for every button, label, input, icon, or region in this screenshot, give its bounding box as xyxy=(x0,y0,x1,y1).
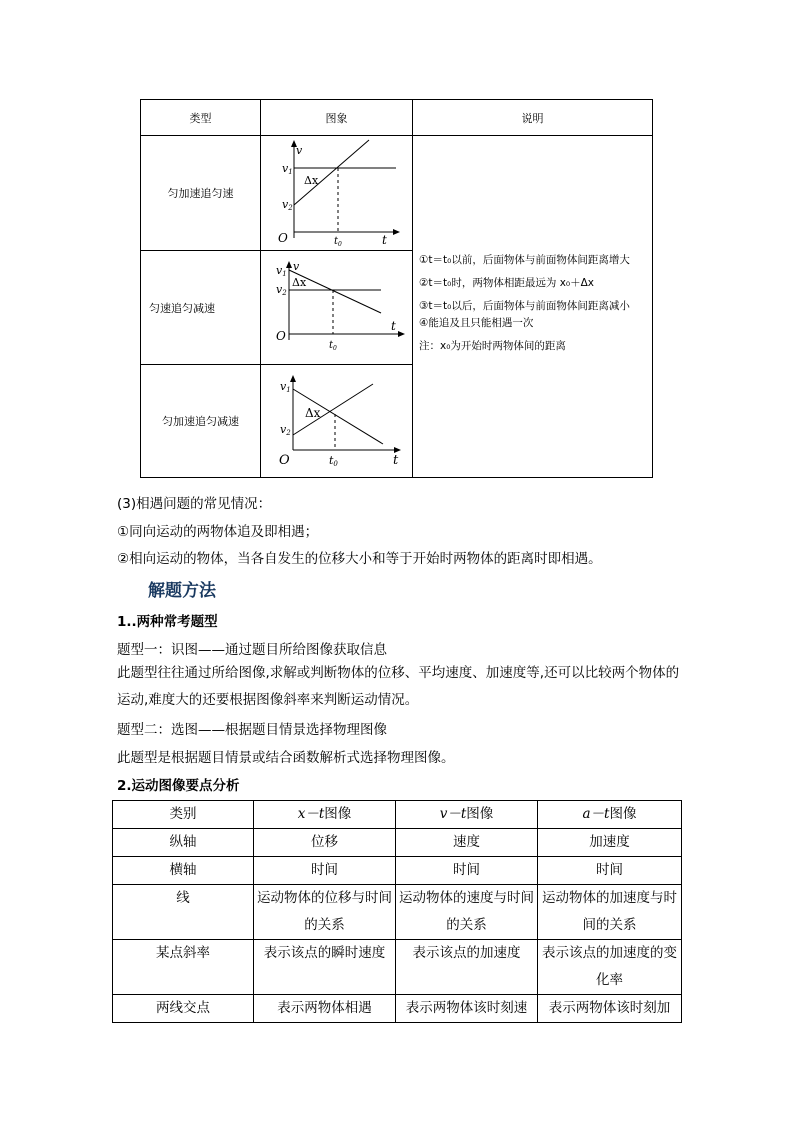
table-header-row xyxy=(141,100,653,136)
v2-label: v2 xyxy=(275,283,287,297)
axis-v-label: v xyxy=(295,143,302,157)
axis-t-label: t xyxy=(381,232,387,246)
table-cell: 纵轴 xyxy=(113,829,254,857)
table-cell: 表示该点的瞬时速度 xyxy=(254,940,396,995)
t0-label: t0 xyxy=(328,453,338,468)
table-cell: 速度 xyxy=(396,829,538,857)
table-row xyxy=(113,829,682,857)
vt-graph-uniform-vs-decel xyxy=(267,258,407,354)
table-cell: 表示该点的加速度 xyxy=(396,940,538,995)
origin-label: O xyxy=(278,452,290,468)
table-header-row xyxy=(113,801,682,829)
note-3: ③t＝t₀以后，后面物体与前面物体间距离减小 xyxy=(419,300,630,312)
table-cell: 两线交点 xyxy=(113,995,254,1023)
table-cell: 某点斜率 xyxy=(113,940,254,995)
t0-label: $t_0$ xyxy=(328,340,337,352)
v2-label: v2 xyxy=(281,197,293,212)
table-row xyxy=(141,136,653,251)
table-cell: 时间 xyxy=(396,857,538,885)
table-cell: 表示两物体相遇 xyxy=(254,995,396,1023)
meeting-item-2: ②相向运动的物体，当各自发生的位移大小和等于开始时两物体的距离时即相遇。 xyxy=(117,551,602,567)
header-graph: 图象 xyxy=(261,100,413,136)
type1-label: 题型一：识图——通过题目所给图像获取信息 xyxy=(117,642,387,658)
origin-label: O xyxy=(277,230,288,245)
header-xt: x－t图像 xyxy=(254,801,396,829)
method-sub-1: 1..两种常考题型 xyxy=(117,614,218,630)
delta-x-label: Δx xyxy=(291,276,306,289)
meeting-heading: (3)相遇问题的常见情况： xyxy=(117,496,272,512)
table-cell: 横轴 xyxy=(113,857,254,885)
chase-types-table xyxy=(140,99,653,478)
graph-cell xyxy=(261,365,413,478)
v1-label: v1 xyxy=(281,161,293,176)
table-cell: 运动物体的加速度与时间的关系 xyxy=(538,885,682,940)
type-accel-chase-decel: 匀加速追匀减速 xyxy=(141,365,261,478)
table-row xyxy=(113,885,682,940)
axis-t-label: t xyxy=(392,452,398,468)
table-cell: 时间 xyxy=(538,857,682,885)
type2-desc: 此题型是根据题目情景或结合函数解析式选择物理图像。 xyxy=(117,750,455,766)
axis-t-label: t xyxy=(390,319,396,333)
note-remark: 注：x₀为开始时两物体间的距离 xyxy=(419,340,566,352)
note-4: ④能追及且只能相遇一次 xyxy=(419,317,534,329)
type-accel-chase-uniform: 匀加速追匀速 xyxy=(141,136,261,251)
table-cell: 表示该点的加速度的变化率 xyxy=(538,940,682,995)
table-cell: 表示两物体该时刻速 xyxy=(396,995,538,1023)
motion-graph-table xyxy=(112,800,682,1023)
v1-label: v1 xyxy=(275,264,287,278)
header-type: 类型 xyxy=(141,100,261,136)
table-row xyxy=(113,940,682,995)
vt-graph-accel-vs-uniform xyxy=(272,138,402,246)
meeting-item-1: ①同向运动的两物体追及即相遇； xyxy=(117,524,319,540)
axis-v-label: v xyxy=(292,260,299,273)
vt-graph-accel-vs-decel xyxy=(267,372,407,468)
note-2: ②t＝t₀时，两物体相距最远为 x₀＋Δx xyxy=(419,277,595,289)
note-1: ①t＝t₀以前，后面物体与前面物体间距离增大 xyxy=(419,254,630,266)
type2-label: 题型二：选图——根据题目情景选择物理图像 xyxy=(117,722,387,738)
table-cell: 位移 xyxy=(254,829,396,857)
delta-x-label: Δx xyxy=(303,173,318,187)
table-cell: 运动物体的速度与时间的关系 xyxy=(396,885,538,940)
header-category: 类别 xyxy=(113,801,254,829)
table-cell: 加速度 xyxy=(538,829,682,857)
graph-cell xyxy=(261,251,413,365)
table-row xyxy=(113,857,682,885)
type-uniform-chase-decel: 匀速追匀减速 xyxy=(141,251,261,365)
type1-desc: 此题型往往通过所给图像,求解或判断物体的位移、平均速度、加速度等,还可以比较两个物体的运动,难度大的还要根据图像斜率来判断运动情况。 xyxy=(117,665,680,708)
table-cell: 线 xyxy=(113,885,254,940)
method-sub-2: 2.运动图像要点分析 xyxy=(117,778,240,794)
method-title: 解题方法 xyxy=(148,581,216,601)
table-row xyxy=(113,995,682,1023)
v2-label: v2 xyxy=(279,422,291,437)
delta-x-label: Δx xyxy=(304,405,320,420)
graph-cell xyxy=(261,136,413,251)
v1-label: v1 xyxy=(279,379,291,394)
header-note: 说明 xyxy=(413,100,653,136)
table-cell: 时间 xyxy=(254,857,396,885)
notes-cell xyxy=(413,136,653,478)
table-cell: 运动物体的位移与时间的关系 xyxy=(254,885,396,940)
header-at: a－t图像 xyxy=(538,801,682,829)
t0-label: $t_0$ xyxy=(333,235,342,246)
table-cell: 表示两物体该时刻加 xyxy=(538,995,682,1023)
origin-label: O xyxy=(275,329,286,343)
header-vt: v－t图像 xyxy=(396,801,538,829)
